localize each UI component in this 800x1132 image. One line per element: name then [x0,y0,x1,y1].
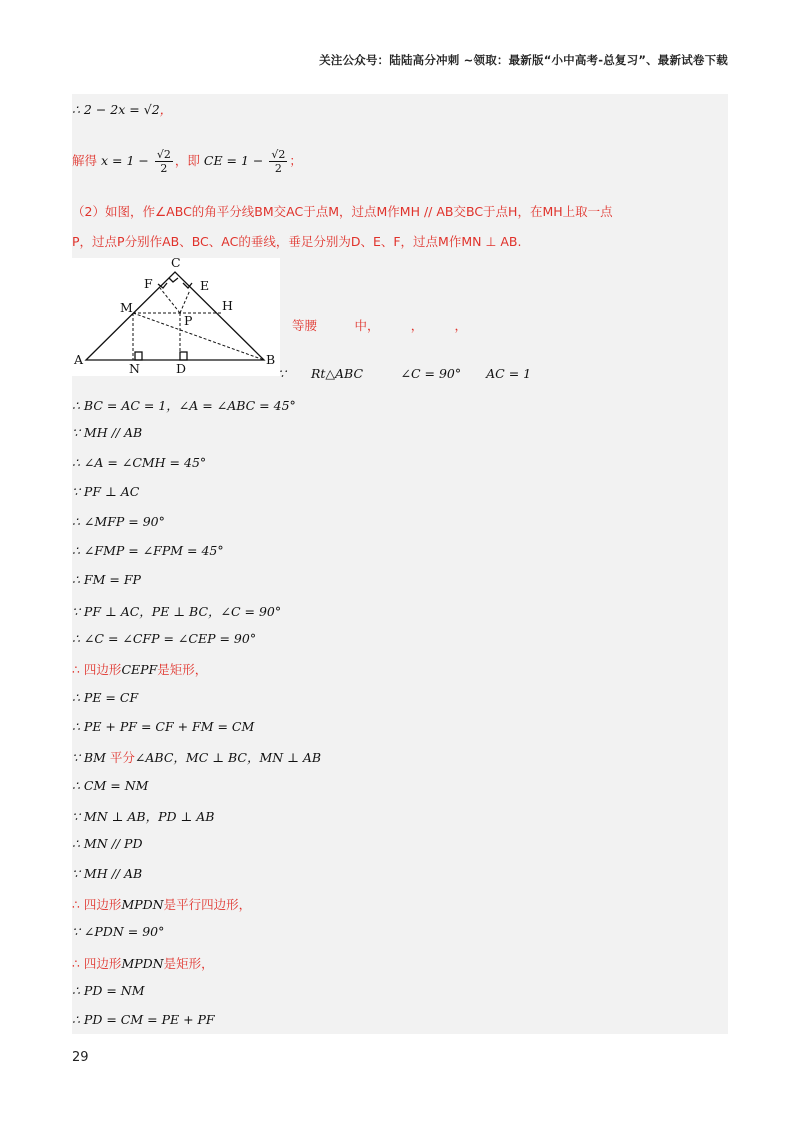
label-D: D [176,361,187,376]
label-C: C [171,255,181,270]
label-M: M [120,300,133,315]
fraction: $\frac{√2}{2}$ [156,148,171,175]
page-header: 关注公众号：陆陆高分冲刺 ~领取：最新版“小中高考-总复习”、最新试卷下载 [319,53,728,67]
solution-panel [72,94,728,1034]
label-N: N [129,361,140,376]
label-H: H [222,298,233,313]
step-line: ∴ 四边形MPDN是平行四边形， [72,897,252,912]
step-line: ∴ ∠FMP = ∠FPM = 45° [72,543,224,558]
fraction: $\frac{√2}{2}$ [271,148,286,175]
label-P: P [184,313,193,328]
step-line: ∴ 四边形MPDN是矩形， [72,956,214,971]
step-line: ∴ PD = CM = PE + PF [72,1012,215,1027]
step-line: ∴ 四边形CEPF是矩形， [72,662,208,677]
page-number: 29 [72,1050,89,1065]
step-line: ∴ PE + PF = CF + FM = CM [72,719,255,734]
step-line: ∴ MN // PD [72,836,143,851]
step-line: ∴ PD = NM [72,983,145,998]
step-line: ∴ ∠C = ∠CFP = ∠CEP = 90° [72,631,257,646]
label-B: B [266,352,276,367]
step-line: ∴ ∠A = ∠CMH = 45° [72,455,207,470]
isosceles-given: ∵ Rt△ABC ∠C = 90° AC = 1 [278,366,532,381]
step-line: ∴ 2 − 2x = √2， [72,102,173,117]
step-line: ∵ MN ⊥ AB，PD ⊥ AB [72,809,215,824]
label-E: E [200,278,210,293]
label-F: F [144,276,153,291]
isosceles-note: 等腰 中， ， ， [292,318,468,333]
step-line: ∵ ∠PDN = 90° [72,924,165,939]
step-line: ∴ BC = AC = 1，∠A = ∠ABC = 45° [72,398,296,413]
step-line: ∴ FM = FP [72,572,141,587]
triangle-figure [72,255,280,376]
step-line: ∴ CM = NM [72,778,149,793]
part2-intro: P，过点P分别作AB、BC、AC的垂线，垂足分别为D、E、F，过点M作MN ⊥ AB. [72,234,522,249]
step-line: ∴ PE = CF [72,690,139,705]
part2-intro: （2）如图，作∠ABC的角平分线BM交AC于点M，过点M作MH // AB交BC于点H，在MH上取一点 [72,204,613,219]
geometry-diagram [72,258,280,376]
step-line: ∵ PF ⊥ AC [72,484,140,499]
step-line: 解得 x = 1 − $\frac{√2}{2}$ ，即 CE = 1 − $\frac{√2}{2}$ ； [72,148,302,175]
label-A: A [74,352,84,367]
step-line: ∵ PF ⊥ AC，PE ⊥ BC，∠C = 90° [72,604,282,619]
step-line: ∵ MH // AB [72,866,143,881]
step-line: ∵ MH // AB [72,425,143,440]
step-line: ∵ BM 平分∠ABC，MC ⊥ BC，MN ⊥ AB [72,750,322,765]
step-line: ∴ ∠MFP = 90° [72,514,165,529]
